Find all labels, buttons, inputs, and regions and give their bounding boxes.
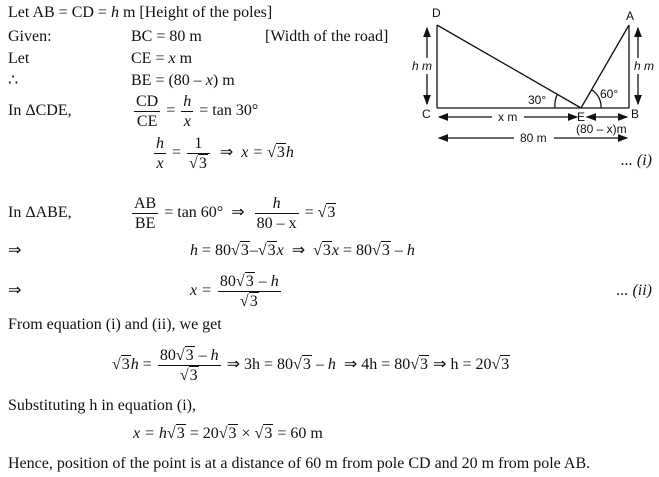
radicand: 3	[327, 204, 336, 222]
radicand: 3	[228, 425, 237, 442]
text: x	[168, 50, 176, 67]
text: = tan 60°	[160, 204, 224, 222]
radicand: 3	[322, 242, 331, 259]
ref-ii: ... (ii)	[616, 282, 652, 299]
numerator: h	[183, 93, 192, 110]
text: Let AB = CD =	[8, 4, 111, 21]
text: =	[339, 242, 357, 259]
text: =	[300, 204, 318, 222]
fraction	[154, 134, 166, 173]
radicand: 3	[245, 273, 254, 290]
fraction	[134, 92, 160, 131]
implies-symbol: ⇒	[8, 242, 22, 259]
text: m [Height of the poles]	[118, 4, 273, 21]
fraction	[181, 92, 193, 131]
numerator: 1	[187, 134, 210, 154]
line-de	[437, 25, 581, 108]
substituting-text: Substituting h in equation (i),	[8, 397, 196, 414]
radicand: 3	[121, 356, 130, 374]
label-80-minus-x: (80 – x)m	[576, 122, 627, 136]
text: – h	[254, 273, 279, 290]
numerator: h	[255, 194, 299, 214]
text: h	[158, 425, 167, 442]
label-x-m: x m	[498, 110, 518, 124]
label-e: E	[577, 110, 586, 124]
label-let: Let	[8, 50, 30, 67]
label-angle-30: 30°	[528, 93, 547, 107]
ref-i: ... (i)	[620, 152, 652, 169]
label-d: D	[432, 6, 441, 20]
text: =	[168, 144, 186, 162]
text: ⇒	[287, 242, 310, 259]
numerator: CD	[136, 93, 159, 110]
text: ⇒	[215, 144, 238, 162]
width-note: [Width of the road]	[265, 28, 389, 45]
eq-h-over-x: $\frac{h}{x}$ = $\frac{1}{√3}$ ⇒ x = √3h	[156, 135, 294, 172]
text: x	[331, 242, 339, 259]
text: =	[138, 356, 156, 374]
angle-arc-30	[555, 95, 557, 108]
text: ⇒ h = 20	[429, 356, 492, 374]
line-let-ab	[8, 4, 272, 22]
denominator: 80 – x	[256, 215, 297, 232]
poles-diagram	[410, 0, 659, 150]
radicand: 3	[185, 347, 194, 364]
radicand: 3	[249, 293, 258, 310]
text: BE = (80 –	[131, 72, 206, 89]
eq-be	[131, 72, 235, 90]
text: =	[198, 242, 216, 259]
text: x =	[133, 425, 159, 442]
text: x =	[241, 144, 268, 162]
radicand: 3	[240, 242, 249, 259]
eq-bc: BC = 80 m	[131, 28, 202, 45]
label-h-left: h m	[412, 59, 433, 73]
text: m	[175, 50, 193, 67]
eq-tan60: $\frac{AB}{BE}$ = tan 60° ⇒ $\frac{h}{80 - x}$ = √3	[134, 195, 336, 232]
denominator: √3	[189, 155, 207, 172]
text: =	[185, 425, 203, 442]
implies-symbol: ⇒	[8, 282, 22, 299]
text: CE =	[131, 50, 169, 67]
text: x	[276, 242, 284, 259]
fraction	[158, 346, 221, 385]
text: ×	[237, 425, 255, 442]
eq-ce	[131, 50, 192, 68]
text: ) m	[212, 72, 235, 89]
text: ⇒ 4h = 80	[343, 356, 411, 374]
text: ⇒ 3h = 80	[222, 356, 294, 374]
radicand: 3	[302, 356, 311, 374]
text: x	[205, 72, 213, 89]
radicand: 3	[381, 242, 390, 259]
fraction	[132, 194, 158, 233]
text: – h	[390, 242, 415, 259]
numerator: AB	[134, 195, 157, 212]
text: 80	[159, 347, 176, 364]
eq-solve-h: √3h = $\frac{80√3 - h}{√3}$ ⇒ 3h = 80√3 – h ⇒ 4h = 80√3 ⇒ h = 20√3	[112, 347, 510, 384]
text: = 60 m	[273, 425, 323, 442]
text: =	[162, 102, 180, 120]
radicand: 3	[198, 155, 207, 172]
denominator: CE	[136, 113, 158, 130]
denominator: BE	[134, 215, 156, 232]
label-h-right: h m	[634, 59, 655, 73]
label-c: C	[422, 107, 431, 121]
text: 80	[215, 242, 232, 259]
text: = tan 30°	[195, 102, 259, 120]
eq-x-result: x = h√3 = 20√3 × √3 = 60 m	[133, 425, 323, 442]
text: h	[190, 242, 198, 259]
text: – h	[311, 356, 336, 374]
radicand: 3	[176, 425, 185, 442]
numerator: 80√3 – h	[159, 347, 219, 364]
fraction	[255, 194, 299, 233]
text: ⇒	[227, 204, 249, 222]
denominator: x	[183, 113, 191, 130]
text: h	[285, 144, 294, 162]
eq-h: h = 80√3–√3x ⇒ √3x = 80√3 – h	[190, 242, 415, 259]
denominator: √3	[179, 367, 198, 384]
fraction	[218, 272, 281, 311]
numerator: 80√3 – h	[219, 273, 279, 290]
label-80-m: 80 m	[520, 131, 547, 145]
eq-x	[190, 272, 283, 311]
radicand: 3	[264, 425, 273, 442]
radicand: 3	[267, 242, 276, 259]
eq-tan30	[132, 92, 258, 131]
text: x =	[190, 282, 216, 300]
denominator: x	[156, 155, 164, 172]
numerator: h	[156, 135, 164, 152]
conclusion-text: Hence, position of the point is at a distance of 60 m from pole CD and 20 m from pole AB.	[8, 455, 591, 472]
denominator: √3	[239, 293, 258, 310]
label-in-abe: In ΔABE,	[8, 204, 72, 221]
label-angle-60: 60°	[600, 87, 619, 101]
label-in-cde: In ΔCDE,	[8, 102, 72, 119]
label-b: B	[631, 107, 640, 121]
radicand: 3	[501, 356, 510, 374]
from-equation-text: From equation (i) and (ii), we get	[8, 316, 222, 333]
text: h	[110, 4, 119, 21]
fraction	[187, 134, 210, 173]
therefore-symbol: ∴	[8, 72, 19, 89]
text: – h	[194, 347, 219, 364]
text: h	[130, 356, 139, 374]
label-given: Given:	[8, 28, 52, 45]
text: 80	[356, 242, 373, 259]
radicand: 3	[189, 367, 198, 384]
text: 80	[219, 273, 236, 290]
radicand: 3	[276, 144, 285, 162]
label-a: A	[626, 9, 635, 23]
radicand: 3	[420, 356, 429, 374]
